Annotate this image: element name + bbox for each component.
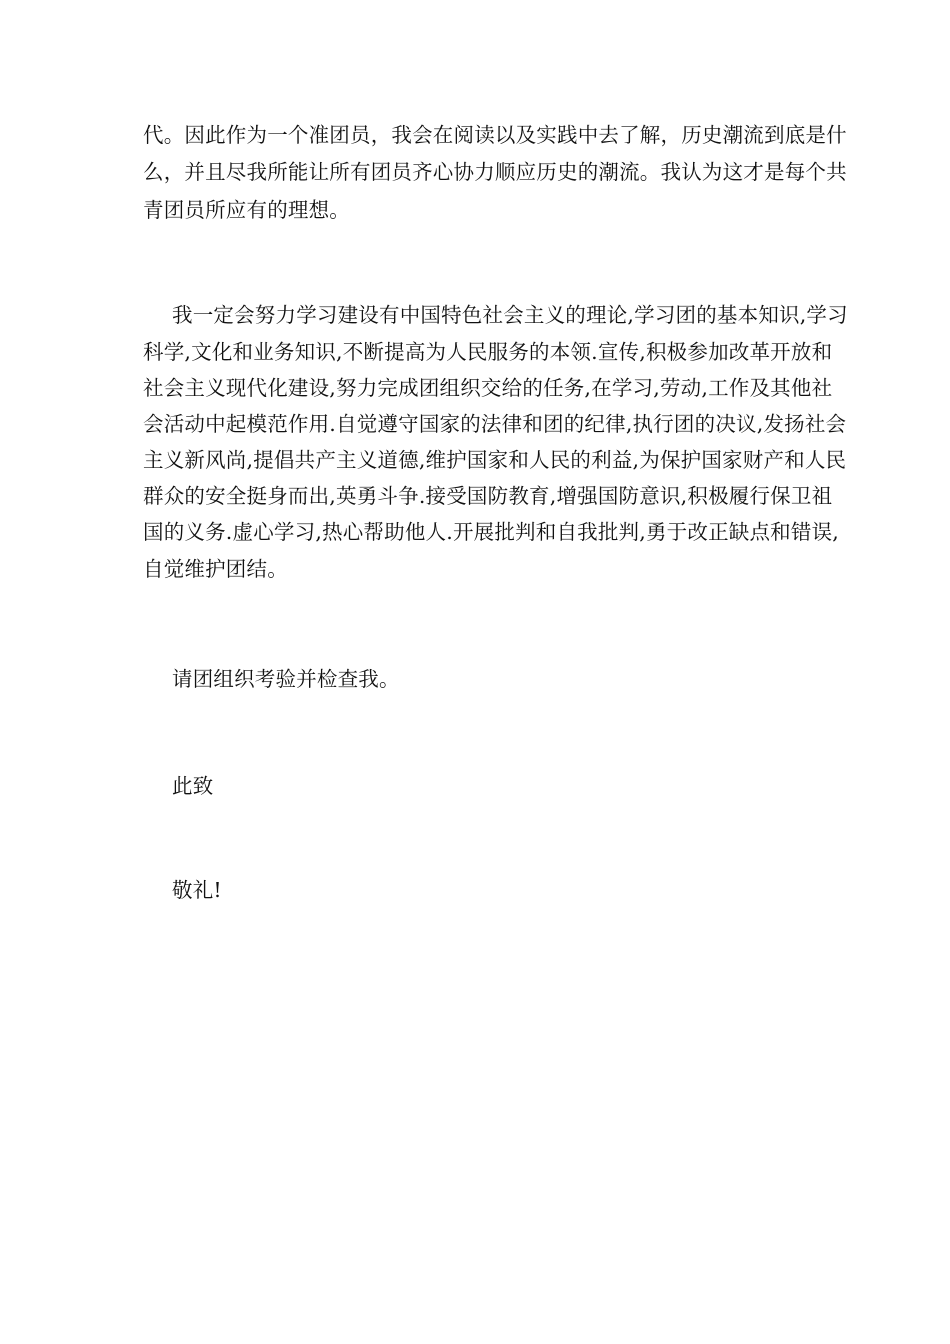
paragraph-2-line-8: 自觉维护团结。 (143, 557, 288, 581)
paragraph-2-line-3: 社会主义现代化建设,努力完成团组织交给的任务,在学习,劳动,工作及其他社 (143, 376, 833, 400)
paragraph-1-line-2: 么，并且尽我所能让所有团员齐心协力顺应历史的潮流。我认为这才是每个共 (143, 160, 847, 184)
paragraph-2-line-5: 主义新风尚,提倡共产主义道德,维护国家和人民的利益,为保护国家财产和人民 (143, 448, 847, 472)
paragraph-1-line-1: 代。因此作为一个准团员，我会在阅读以及实践中去了解，历史潮流到底是什 (143, 123, 847, 147)
paragraph-2-line-4: 会活动中起模范作用.自觉遵守国家的法律和团的纪律,执行团的决议,发扬社会 (143, 412, 847, 436)
paragraph-1-line-3: 青团员所应有的理想。 (143, 198, 350, 222)
paragraph-2-line-2: 科学,文化和业务知识,不断提高为人民服务的本领.宣传,积极参加改革开放和 (143, 340, 833, 364)
paragraph-2-line-7: 国的义务.虚心学习,热心帮助他人.开展批判和自我批判,勇于改正缺点和错误, (143, 520, 839, 544)
closing-text: 此致 (172, 774, 214, 798)
salutation-text: 敬礼! (172, 878, 222, 902)
paragraph-3: 请团组织考验并检查我。 (172, 667, 400, 691)
paragraph-2-line-6: 群众的安全挺身而出,英勇斗争.接受国防教育,增强国防意识,积极履行保卫祖 (143, 484, 833, 508)
paragraph-2-line-1: 我一定会努力学习建设有中国特色社会主义的理论,学习团的基本知识,学习 (172, 303, 848, 327)
